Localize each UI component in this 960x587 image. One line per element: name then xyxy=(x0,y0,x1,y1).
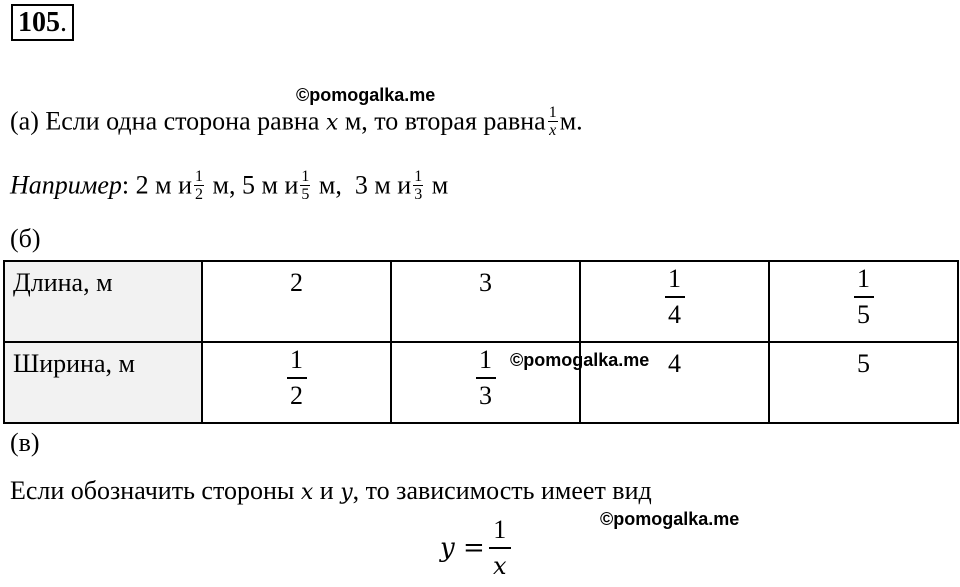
part-c-line xyxy=(10,476,652,508)
table-cell xyxy=(769,261,958,342)
problem-number-dot: . xyxy=(60,7,67,38)
part-c-var-y: y xyxy=(340,480,353,505)
fraction-denominator: 5 xyxy=(857,300,870,329)
part-a-var-x: x xyxy=(325,110,339,136)
formula-fraction xyxy=(489,515,511,581)
formula xyxy=(440,515,511,581)
fraction-denominator: x xyxy=(492,552,507,580)
watermark: ©pomogalka.me xyxy=(600,509,740,529)
example-3: 3 м и xyxy=(354,170,412,200)
example-label: Например xyxy=(10,170,122,200)
example-colon: : xyxy=(121,170,130,200)
fraction-numerator: 1 xyxy=(290,345,303,374)
table-row-width xyxy=(4,342,958,423)
row-header-text: Длина, м xyxy=(13,268,113,297)
example-1: 2 м и xyxy=(135,170,193,200)
fraction-denominator: 2 xyxy=(195,186,204,203)
part-c-and: и xyxy=(319,476,334,505)
fraction-denominator: 2 xyxy=(290,381,303,410)
cell-fraction xyxy=(854,264,874,330)
cell-fraction xyxy=(287,345,307,411)
fraction-numerator: 1 xyxy=(857,264,870,293)
table-cell xyxy=(391,261,580,342)
row-header-length xyxy=(4,261,202,342)
part-a-fraction xyxy=(548,104,558,139)
formula-lhs: y = xyxy=(440,533,485,563)
fraction-numerator: 1 xyxy=(479,345,492,374)
fraction-denominator: 5 xyxy=(301,186,310,203)
example-1-fraction xyxy=(194,168,204,203)
fraction-numerator: 1 xyxy=(301,168,310,185)
fraction-bar xyxy=(489,547,511,549)
part-b-label: (б) xyxy=(10,224,41,253)
fraction-numerator: 1 xyxy=(493,515,507,544)
cell-fraction xyxy=(476,345,496,411)
example-1-after: м, xyxy=(212,170,236,200)
part-c-text1: Если обозначить стороны xyxy=(10,476,295,505)
fraction-denominator: 3 xyxy=(479,381,492,410)
part-c-var-x: x xyxy=(300,480,314,505)
row-header-width xyxy=(4,342,202,423)
watermark: ©pomogalka.me xyxy=(296,85,436,105)
problem-number xyxy=(11,4,74,41)
cell-value: 5 xyxy=(857,349,870,378)
example-2-fraction xyxy=(300,168,310,203)
fraction-numerator: 1 xyxy=(548,104,557,121)
cell-value: 3 xyxy=(479,268,492,297)
cell-value: 4 xyxy=(668,349,681,378)
fraction-numerator: 1 xyxy=(195,168,204,185)
fraction-bar xyxy=(854,296,874,298)
table-cell xyxy=(202,261,391,342)
part-a-text3: м. xyxy=(559,106,583,136)
example-2-after: м, xyxy=(318,170,342,200)
fraction-numerator: 1 xyxy=(414,168,423,185)
table-cell xyxy=(580,261,769,342)
example-line xyxy=(10,170,448,205)
fraction-numerator: 1 xyxy=(668,264,681,293)
example-3-after: м xyxy=(431,170,449,200)
fraction-bar xyxy=(665,296,685,298)
cell-value: 2 xyxy=(290,268,303,297)
table-row-length xyxy=(4,261,958,342)
watermark: ©pomogalka.me xyxy=(510,350,650,370)
table-cell xyxy=(769,342,958,423)
part-a-text2: м, то вторая равна xyxy=(344,106,546,136)
fraction-bar xyxy=(476,377,496,379)
fraction-denominator: 4 xyxy=(668,300,681,329)
part-a-line xyxy=(10,106,583,141)
fraction-denominator: x xyxy=(549,122,557,139)
example-3-fraction xyxy=(413,168,423,203)
dimensions-table xyxy=(3,260,959,424)
fraction-denominator: 3 xyxy=(414,186,423,203)
row-header-text: Ширина, м xyxy=(13,349,135,378)
example-2: 5 м и xyxy=(241,170,299,200)
part-a-text1: Если одна сторона равна xyxy=(45,106,320,136)
fraction-bar xyxy=(287,377,307,379)
problem-number-text: 105 xyxy=(18,7,60,38)
cell-fraction xyxy=(665,264,685,330)
table-cell xyxy=(202,342,391,423)
part-c-text2: , то зависимость имеет вид xyxy=(352,476,652,505)
part-c-label: (в) xyxy=(10,428,40,457)
part-a-label: (а) xyxy=(10,106,39,136)
